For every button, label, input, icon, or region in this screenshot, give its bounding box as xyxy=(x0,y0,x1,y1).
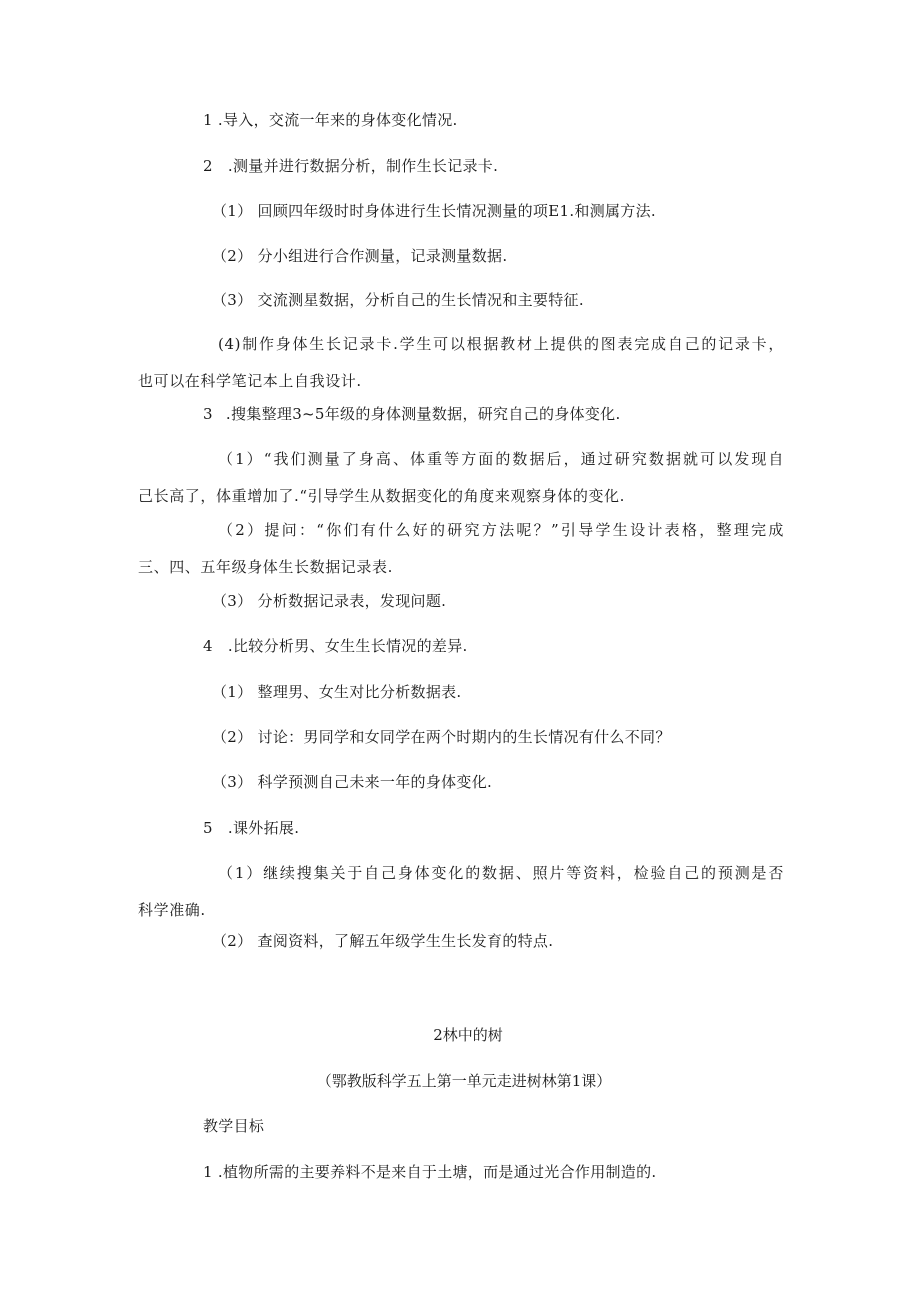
substep-number: （3） xyxy=(212,291,253,309)
paragraph-line-1: （1）“我们测量了身高、体重等方面的数据后，通过研究数据就可以发现自 xyxy=(218,450,784,468)
step-3 xyxy=(203,404,621,424)
substep-text: 分小组进行合作测量，记录测量数据. xyxy=(257,247,508,265)
substep-2-1 xyxy=(212,201,656,221)
substep-3-2 xyxy=(138,512,784,586)
step-text: .搜集整理3~5年级的身体测量数据，研究自己的身体变化. xyxy=(225,405,621,423)
substep-number: （2） xyxy=(212,728,253,746)
substep-number: （2） xyxy=(212,932,253,950)
step-text: .导入，交流一年来的身体变化情况. xyxy=(217,111,458,129)
lesson-title: 2林中的树 xyxy=(433,1026,503,1044)
step-number: 4 xyxy=(203,637,213,655)
step-text: .课外拓展. xyxy=(227,819,300,837)
substep-text: 回顾四年级时时身体进行生长情况测量的项E1.和测属方法. xyxy=(257,202,656,220)
substep-text: 整理男、女生对比分析数据表. xyxy=(257,683,462,701)
substep-5-1 xyxy=(138,855,784,929)
substep-number: （2） xyxy=(212,247,253,265)
paragraph-line-1: (4)制作身体生长记录卡.学生可以根据教材上提供的图表完成自己的记录卡， xyxy=(218,335,784,353)
substep-number: （3） xyxy=(212,773,253,791)
substep-number: （1） xyxy=(212,202,253,220)
substep-number: （3） xyxy=(212,592,253,610)
step-number: 5 xyxy=(203,819,213,837)
step-text: .测量并进行数据分析，制作生长记录卡. xyxy=(227,157,499,175)
step-text: .比较分析男、女生生长情况的差异. xyxy=(227,637,468,655)
substep-3-1 xyxy=(138,441,784,515)
substep-2-4 xyxy=(138,326,784,400)
step-5 xyxy=(203,818,299,838)
goal-1 xyxy=(203,1162,656,1182)
goal-number: 1 xyxy=(203,1163,213,1181)
substep-4-2 xyxy=(212,727,671,747)
substep-text: 分析数据记录表，发现问题. xyxy=(257,592,447,610)
step-number: 3 xyxy=(203,405,213,423)
step-number: 1 xyxy=(203,111,213,129)
substep-2-3 xyxy=(212,290,584,310)
substep-4-3 xyxy=(212,772,492,792)
paragraph-line-2: 三、四、五年级身体生长数据记录表. xyxy=(138,558,393,576)
substep-text: 讨论：男同学和女同学在两个时期内的生长情况有什么不同？ xyxy=(257,728,671,746)
substep-5-2 xyxy=(212,931,553,951)
substep-3-3 xyxy=(212,591,446,611)
substep-text: 交流测星数据，分析自己的生长情况和主要特征. xyxy=(257,291,584,309)
goal-heading: 教学目标 xyxy=(203,1117,265,1135)
lesson-subtitle: （鄂教版科学五上第一单元走进树林第1课） xyxy=(316,1072,612,1090)
paragraph-line-2: 科学准确. xyxy=(138,901,206,919)
substep-2-2 xyxy=(212,246,507,266)
substep-4-1 xyxy=(212,682,462,702)
step-1 xyxy=(203,110,458,130)
substep-number: （1） xyxy=(212,683,253,701)
goal-text: .植物所需的主要养料不是来自于土塘，而是通过光合作用制造的. xyxy=(217,1163,657,1181)
step-2 xyxy=(203,156,498,176)
substep-text: 科学预测自己未来一年的身体变化. xyxy=(257,773,493,791)
step-number: 2 xyxy=(203,157,213,175)
paragraph-line-2: 也可以在科学笔记本上自我设计. xyxy=(138,372,362,390)
substep-text: 查阅资料，了解五年级学生生长发育的特点. xyxy=(257,932,554,950)
paragraph-line-1: （2）提问：“你们有什么好的研究方法呢？”引导学生设计表格，整理完成 xyxy=(218,521,784,539)
paragraph-line-2: 己长高了，体重增加了.“引导学生从数据变化的角度来观察身体的变化. xyxy=(138,487,626,505)
paragraph-line-1: （1）继续搜集关于自己身体变化的数据、照片等资料，检验自己的预测是否 xyxy=(218,864,784,882)
step-4 xyxy=(203,636,468,656)
